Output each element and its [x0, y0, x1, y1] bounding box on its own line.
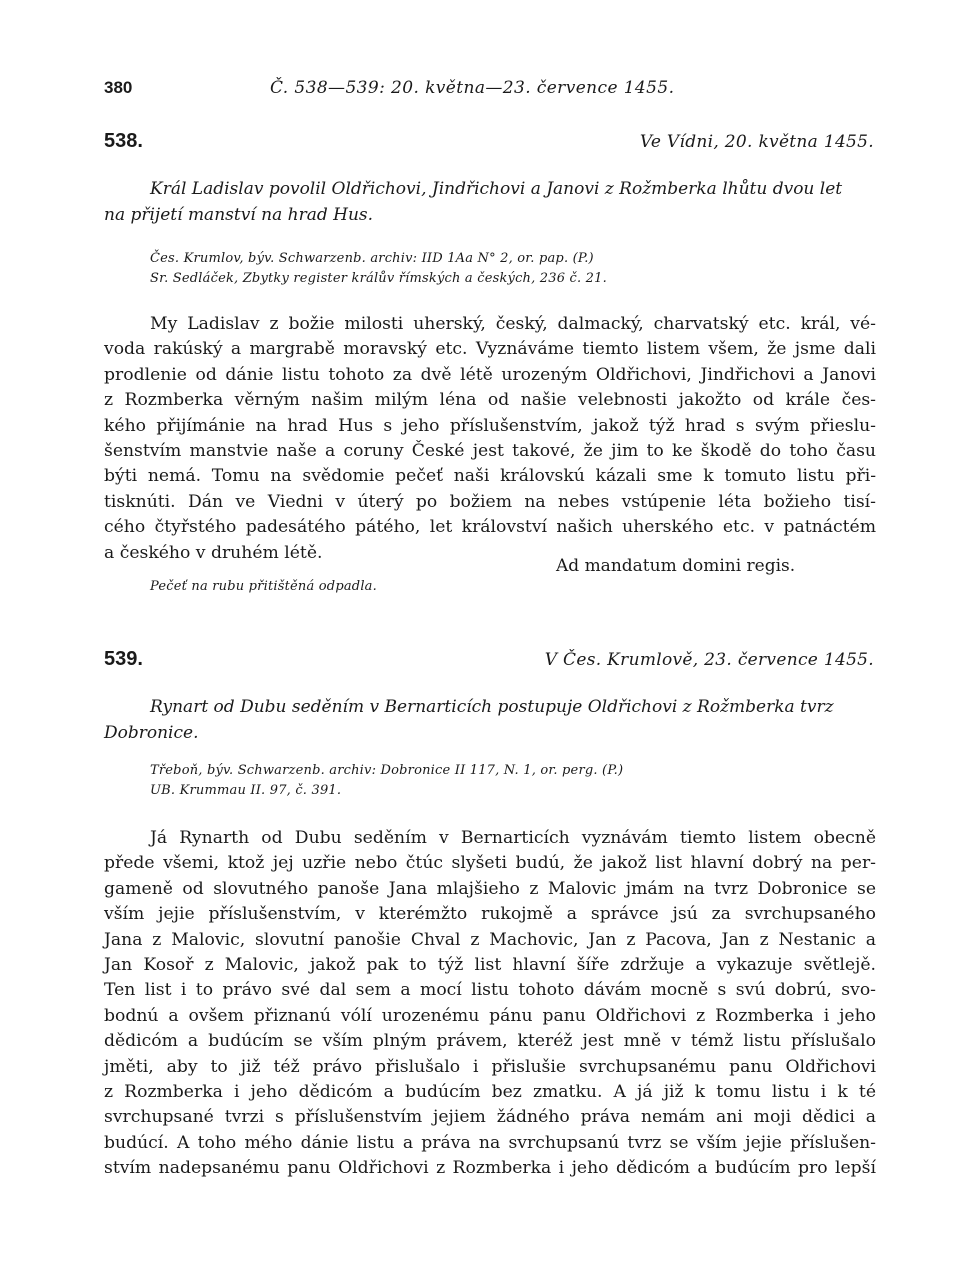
source-line: Čes. Krumlov, býv. Schwarzenb. archiv: IID 1Aa N° 2, or. pap. (P.): [150, 251, 594, 266]
text-line: Ten list i to právo své dal sem a mocí listu tohoto dávám mocně s svú dobrú, svo-: [104, 980, 876, 1001]
text-line: vším jejie příslušenstvím, v kterémžto rukojmě a správce jsú za svrchupsaného: [104, 904, 876, 925]
text-line: dědicóm a budúcím se vším plným právem, kteréž jest mně v témž listu příslušalo: [104, 1031, 876, 1052]
regest-line: na přijetí manství na hrad Hus.: [104, 205, 374, 225]
doc-539-number: 539.: [104, 648, 143, 670]
page-number: 380: [104, 78, 133, 97]
text-line: kého přijímánie na hrad Hus s jeho příslušenstvím, jakož týž hrad s svým přieslu-: [104, 415, 876, 436]
text-line: My Ladislav z božie milosti uherský, český, dalmacký, charvatský etc. král, vé-: [150, 314, 876, 334]
text-line: býti nemá. Tomu na svědomie pečeť naši královskú kázali sme k tomuto listu při-: [104, 466, 876, 487]
doc-538-signature: Ad mandatum domini regis.: [556, 556, 796, 576]
text-line: stvím nadepsanému panu Oldřichovi z Rozmberka i jeho dědicóm a budúcím pro lepší: [104, 1158, 876, 1179]
text-line: voda rakúský a margrabě moravský etc. Vyznáváme tiemto listem všem, že jsme dali: [104, 339, 876, 360]
text-line: svrchupsané tvrzi s příslušenstvím jejiem žádného práva nemám ani moji dědici a: [104, 1107, 876, 1128]
regest-line: Král Ladislav povolil Oldřichovi, Jindřichovi a Janovi z Rožmberka lhůtu dvou let: [150, 179, 843, 199]
regest-line: Dobronice.: [104, 723, 199, 743]
text-line: Jan Kosoř z Malovic, jakož pak to týž list hlavní šíře zdržuje a vykazuje světlejě.: [104, 954, 876, 975]
doc-538-place-date: Ve Vídni, 20. května 1455.: [639, 132, 874, 152]
running-head: [104, 78, 874, 102]
doc-538-regest: [104, 176, 876, 228]
source-line: Sr. Sedláček, Zbytky register králův římských a českých, 236 č. 21.: [150, 271, 607, 286]
doc-538-seal-note: Pečeť na rubu přitištěná odpadla.: [150, 579, 377, 594]
text-line: přede všemi, ktož jej uzřie nebo čtúc slyšeti budú, že jakož list hlavní dobrý na per-: [104, 853, 876, 874]
source-line: Třeboň, býv. Schwarzenb. archiv: Dobronice II 117, N. 1, or. perg. (P.): [150, 763, 624, 778]
source-line: UB. Krummau II. 97, č. 391.: [150, 783, 342, 798]
regest-line: Rynart od Dubu seděním v Bernarticích postupuje Oldřichovi z Rožmberka tvrz: [150, 697, 834, 717]
text-line: z Rozmberka i jeho dědicóm a budúcím bez zmatku. A já již k tomu listu i k té: [104, 1081, 876, 1102]
text-line: gameně od slovutného panoše Jana mlajšieho z Malovic jmám na tvrz Dobronice se: [104, 878, 876, 899]
running-head-title: Č. 538—539: 20. května—23. července 1455.: [270, 78, 675, 98]
text-line: a českého v druhém létě.: [104, 542, 323, 563]
doc-539-sources: [150, 761, 876, 801]
doc-539-text: [104, 826, 876, 1181]
doc-538-text: [104, 312, 876, 566]
doc-539-regest: [104, 694, 876, 746]
text-line: šenstvím manstvie naše a coruny České jest takové, že jim to ke škodě do toho času: [104, 440, 876, 461]
doc-539-place-date: V Čes. Krumlově, 23. července 1455.: [544, 650, 874, 670]
text-line: bodnú a ovšem přiznanú vólí urozenému pánu panu Oldřichovi z Rozmberka i jeho: [104, 1005, 876, 1026]
text-line: budúcí. A toho mého dánie listu a práva na svrchupsanú tvrz se vším jejie příslušen-: [104, 1132, 876, 1153]
text-line: cého čtyřstého padesátého pátého, let království našich uherského etc. v patnáctém: [104, 517, 876, 538]
text-line: Já Rynarth od Dubu seděním v Bernarticích vyznávám tiemto listem obecně: [150, 828, 876, 848]
text-line: jměti, aby to již též právo přislušalo i přislušie svrchupsanému panu Oldřichovi: [104, 1056, 876, 1077]
text-line: prodlenie od dánie listu tohoto za dvě létě urozeným Oldřichovi, Jindřichovi a Janovi: [104, 364, 876, 385]
doc-538-sources: [150, 249, 876, 289]
text-line: Jana z Malovic, slovutní panošie Chval z Machovic, Jan z Pacova, Jan z Nestanic a: [104, 929, 876, 950]
doc-538-number: 538.: [104, 130, 143, 152]
text-line: tisknúti. Dán ve Viedni v úterý po božiem na nebes vstúpenie léta božieho tisí-: [104, 491, 876, 512]
text-line: z Rozmberka věrným našim milým léna od našie velebnosti jakožto od krále čes-: [104, 390, 876, 411]
